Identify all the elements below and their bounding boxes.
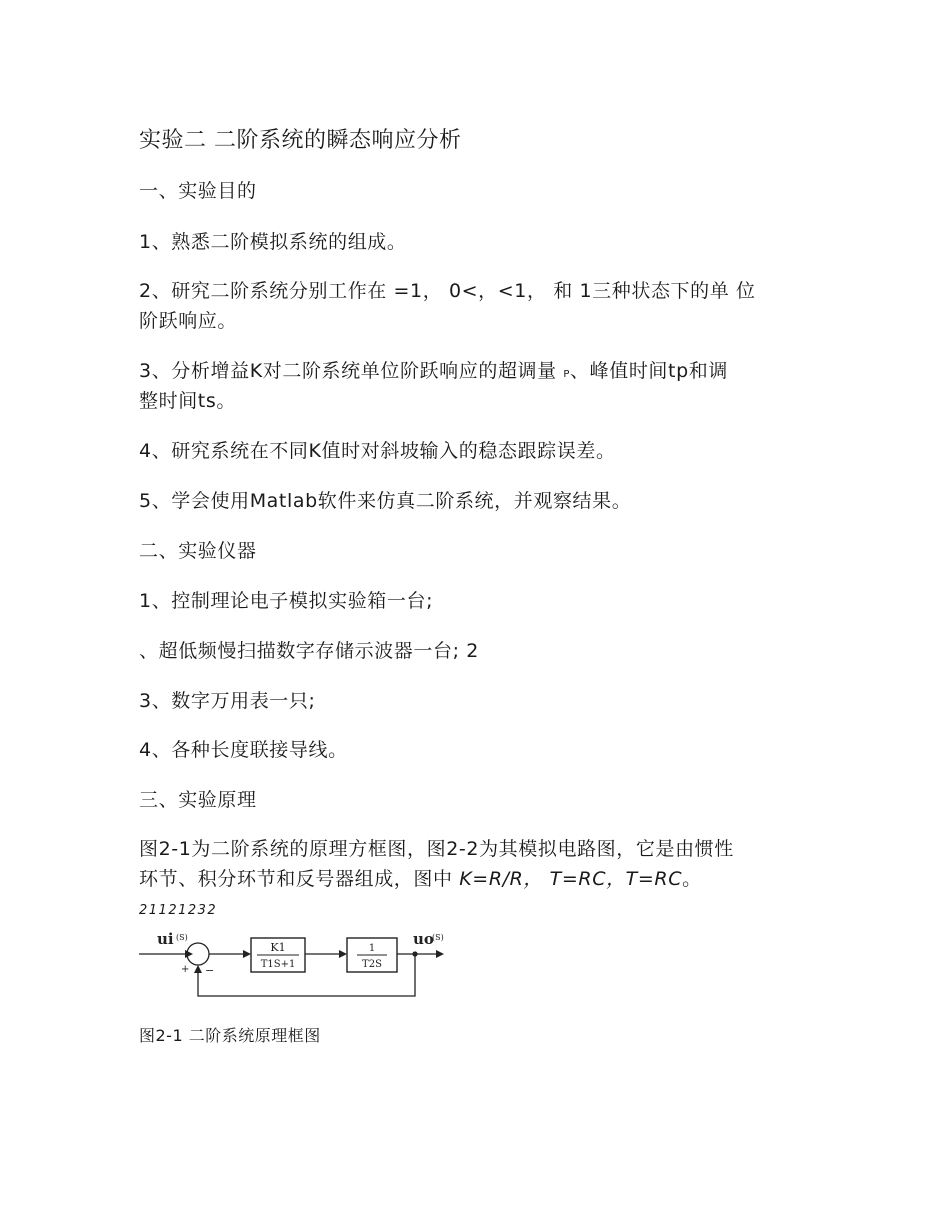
- instrument-item-1: 1、控制理论电子模拟实验箱一台;: [139, 590, 434, 612]
- diagram-input-label: ui: [157, 930, 174, 948]
- section-heading-objectives: 一、实验目的: [139, 180, 257, 202]
- output-arrow-head: [436, 950, 444, 958]
- objective-item-3: [139, 356, 728, 383]
- overshoot-subscript: P: [563, 369, 571, 380]
- diagram-output-sup: (S): [432, 933, 444, 942]
- doc-title: 实验二 二阶系统的瞬态响应分析: [139, 128, 462, 153]
- block-2-denominator: T2S: [362, 959, 382, 970]
- block-1-denominator: T1S+1: [260, 959, 296, 970]
- principle-line-2-prefix: 环节、积分环节和反号器组成，图中: [139, 868, 460, 890]
- arrow-to-block1-head: [243, 950, 251, 958]
- formula-subscripts: 21121232: [139, 903, 218, 918]
- objective-item-3-text: 3、分析增益K对二阶系统单位阶跃响应的超调量: [139, 360, 557, 382]
- principle-formula: K=R/R， T=RC，T=RC: [459, 868, 683, 890]
- diagram-output-label: uo: [413, 930, 434, 948]
- summing-plus: +: [181, 964, 190, 975]
- objective-item-2-cont: 阶跃响应。: [139, 310, 238, 332]
- diagram-input-sup: (S): [176, 933, 188, 942]
- objective-item-4: 4、研究系统在不同K值时对斜坡输入的稳态跟踪误差。: [139, 440, 616, 462]
- principle-paragraph-line-2: [139, 864, 702, 891]
- summing-minus: −: [205, 964, 215, 977]
- block-2-numerator: 1: [368, 943, 376, 954]
- objective-item-2: 2、研究二阶系统分别工作在 =1， 0<，<1， 和 1三种状态下的单 位: [139, 280, 756, 302]
- objective-item-1: 1、熟悉二阶模拟系统的组成。: [139, 231, 407, 253]
- section-heading-instruments: 二、实验仪器: [139, 540, 257, 562]
- principle-paragraph-line-1: 图2-1为二阶系统的原理方框图，图2-2为其模拟电路图，它是由惯性: [139, 838, 734, 860]
- arrow-to-block2-head: [339, 950, 347, 958]
- objective-item-3-cont: 整时间ts。: [139, 390, 236, 412]
- objective-item-3-tail: 、峰值时间tp和调: [570, 360, 728, 382]
- principle-line-2-suffix: 。: [682, 868, 702, 890]
- figure-caption: 图2-1 二阶系统原理框图: [139, 1026, 321, 1045]
- feedback-arrow-head: [194, 965, 202, 973]
- instrument-item-2: 、超低频慢扫描数字存储示波器一台; 2: [139, 640, 479, 662]
- block-1-numerator: K1: [270, 941, 286, 954]
- instrument-item-4: 4、各种长度联接导线。: [139, 739, 348, 761]
- section-heading-principle: 三、实验原理: [139, 789, 257, 811]
- block-diagram: [139, 928, 469, 1000]
- instrument-item-3: 3、数字万用表一只;: [139, 690, 316, 712]
- objective-item-5: 5、学会使用Matlab软件来仿真二阶系统，并观察结果。: [139, 490, 632, 512]
- input-arrow-head: [185, 950, 193, 958]
